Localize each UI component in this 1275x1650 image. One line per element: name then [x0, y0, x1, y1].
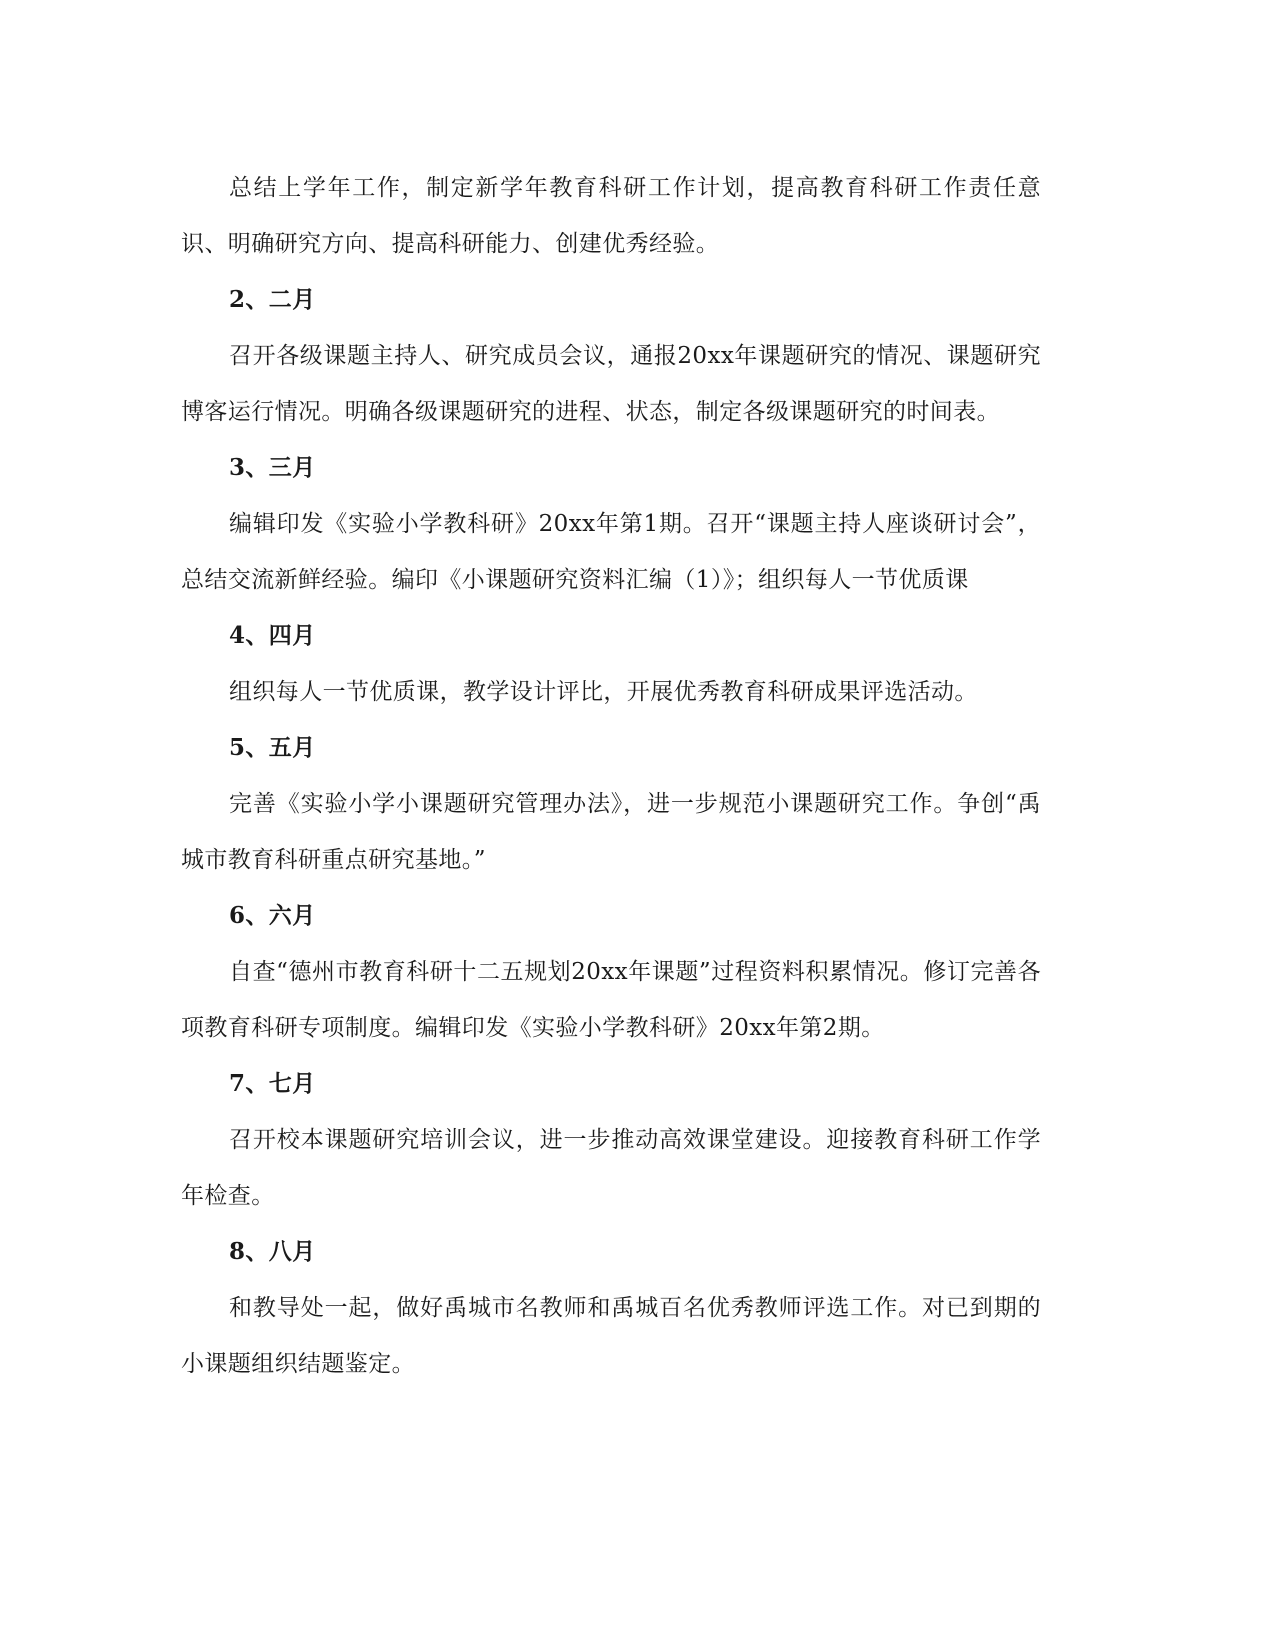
- section-heading-february: 2、二月: [229, 286, 316, 313]
- section-heading-may: 5、五月: [229, 734, 316, 761]
- section-body-february: 召开各级课题主持人、研究成员会议，通报20xx年课题研究的情况、课题研究博客运行情况。明确各级课题研究的进程、状态，制定各级课题研究的时间表。: [181, 343, 1041, 425]
- section-heading-april: 4、四月: [229, 622, 316, 649]
- section-body-march: 编辑印发《实验小学教科研》20xx年第1期。召开“课题主持人座谈研讨会”，总结交流新鲜经验。编印《小课题研究资料汇编（1）》；组织每人一节优质课: [181, 511, 1041, 593]
- section-heading-june: 6、六月: [229, 902, 316, 929]
- document-page: [181, 160, 1041, 1392]
- section-body-april: 组织每人一节优质课，教学设计评比，开展优秀教育科研成果评选活动。: [229, 679, 978, 705]
- section-heading-march: 3、三月: [229, 454, 316, 481]
- section-body-july: 召开校本课题研究培训会议，进一步推动高效课堂建设。迎接教育科研工作学年检查。: [181, 1127, 1041, 1209]
- section-body-june: 自查“德州市教育科研十二五规划20xx年课题”过程资料积累情况。修订完善各项教育科研专项制度。编辑印发《实验小学教科研》20xx年第2期。: [181, 959, 1041, 1041]
- section-heading-july: 7、七月: [229, 1070, 316, 1097]
- intro-paragraph: 总结上学年工作，制定新学年教育科研工作计划，提高教育科研工作责任意识、明确研究方向、提高科研能力、创建优秀经验。: [181, 175, 1041, 257]
- section-heading-august: 8、八月: [229, 1238, 316, 1265]
- section-body-may: 完善《实验小学小课题研究管理办法》，进一步规范小课题研究工作。争创“禹城市教育科研重点研究基地。”: [181, 791, 1041, 873]
- section-body-august: 和教导处一起，做好禹城市名教师和禹城百名优秀教师评选工作。对已到期的小课题组织结题鉴定。: [181, 1295, 1041, 1377]
